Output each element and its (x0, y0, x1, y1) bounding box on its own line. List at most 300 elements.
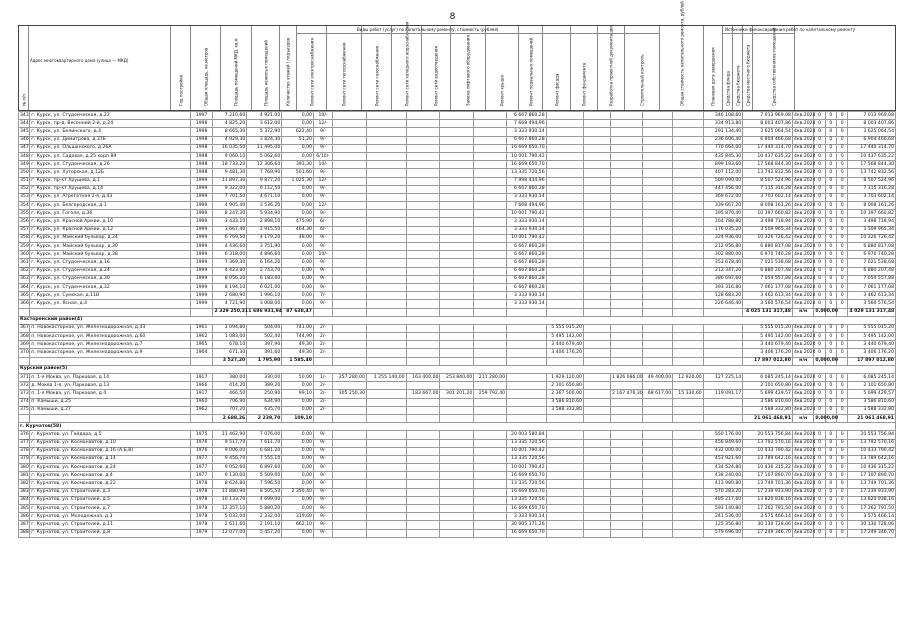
cell-w3 (406, 275, 440, 283)
cell-w2 (367, 496, 407, 504)
cell-n: 352 (19, 185, 30, 193)
cell-y: 1999 (190, 251, 213, 259)
cell-s2: 7 611,70 (247, 439, 282, 447)
cell-w6: 6 667 860,28 (507, 283, 547, 291)
cell-w1 (333, 161, 367, 169)
cell-own: 13 789 642,16 (848, 455, 896, 463)
cell-w1 (333, 455, 367, 463)
cell-w8 (583, 128, 610, 136)
cell-w6: 13 335 720,56 (507, 455, 547, 463)
cell-w1 (333, 136, 367, 144)
header-w8 (519, 26, 543, 110)
cell-f: 9/- (313, 439, 332, 447)
cell-own: 4 029 131 317,48 (848, 308, 896, 316)
cell-w11 (673, 226, 704, 234)
cell-w12 (703, 308, 743, 316)
cell-s3: 475,90 (282, 218, 314, 226)
cell-z3: 0 (837, 382, 848, 390)
table-row (19, 218, 896, 226)
cell-w11 (673, 496, 704, 504)
cell-f: 9/- (313, 431, 332, 439)
cell-p: 4кв.2024 (792, 464, 813, 472)
cell-z1: 0 (814, 455, 825, 463)
cell-w9 (611, 496, 643, 504)
cell-own: 13 742 832,56 (848, 169, 896, 177)
cell-w5 (474, 218, 507, 226)
cell-w12: 413 980,80 (703, 480, 743, 488)
cell-y: 1999 (190, 234, 213, 242)
cell-w1 (333, 521, 367, 529)
cell-z1: 0 (814, 243, 825, 251)
cell-w10 (642, 513, 673, 521)
cell-w7 (546, 472, 583, 480)
cell-f: 9/- (313, 283, 332, 291)
cell-tot: 10 397 660,82 (743, 210, 793, 218)
cell-z3: 0 (837, 529, 848, 537)
cell-z1: 0 (814, 210, 825, 218)
cell-w2: 1 255 140,00 (367, 374, 407, 382)
cell-w1 (333, 414, 367, 422)
cell-z3: 0 (837, 283, 848, 291)
cell-w8 (583, 496, 610, 504)
cell-w3 (406, 136, 440, 144)
cell-w3 (406, 251, 440, 259)
cell-z3: 0 (837, 480, 848, 488)
cell-w11 (673, 120, 704, 128)
cell-w11 (673, 152, 704, 160)
cell-own: 17 249 346,70 (848, 529, 896, 537)
cell-y: 1975 (190, 431, 213, 439)
cell-s3: 2 350,40 (282, 488, 314, 496)
cell-p: н/н (792, 308, 813, 316)
cell-f: 6/- (313, 218, 332, 226)
table-row (19, 169, 896, 177)
cell-s2: 6 021,00 (247, 283, 282, 291)
cell-w10 (642, 455, 673, 463)
cell-tot: 10 326 726,42 (743, 234, 793, 242)
cell-z2: 0 (825, 120, 836, 128)
cell-w3 (406, 120, 440, 128)
cell-w7 (546, 226, 583, 234)
cell-n: 362 (19, 267, 30, 275)
cell-w12 (703, 324, 743, 332)
cell-p: 4кв.2024 (792, 333, 813, 341)
cell-w3 (406, 357, 440, 365)
cell-w7 (546, 218, 583, 226)
cell-z3: 0 (837, 406, 848, 414)
cell-w10 (642, 144, 673, 152)
cell-z1: 0 (814, 521, 825, 529)
cell-w2 (367, 390, 407, 398)
cell-y: 1961 (190, 324, 213, 332)
cell-s2: 634,90 (247, 398, 282, 406)
cell-s2: 635,70 (247, 406, 282, 414)
cell-n: 363 (19, 275, 30, 283)
cell-y: 1997 (190, 112, 213, 120)
cell-tot: 7 054 557,88 (743, 275, 793, 283)
cell-z3: 0 (837, 136, 848, 144)
cell-w12: 212 956,80 (703, 243, 743, 251)
cell-a: г. Курчатов, ул. Космонавтов, д.14 (30, 455, 190, 463)
cell-s1: 11 880,90 (213, 488, 247, 496)
cell-z2: 0 (825, 455, 836, 463)
cell-w11 (673, 202, 704, 210)
cell-f: 2/- (313, 341, 332, 349)
cell-w6: 16 669 650,70 (507, 488, 547, 496)
cell-w12: 386 697,60 (703, 275, 743, 283)
header-label: Ремонт подвальных помещений (528, 37, 533, 106)
cell-n: 358 (19, 234, 30, 242)
cell-w3 (406, 300, 440, 308)
cell-w3 (406, 447, 440, 455)
cell-s2: 5 457,20 (247, 529, 282, 537)
cell-w12: 579 696,00 (703, 529, 743, 537)
cell-w8 (583, 267, 610, 275)
cell-w9 (611, 439, 643, 447)
cell-w9 (611, 382, 643, 390)
cell-s1: 414,20 (213, 382, 247, 390)
cell-w8 (583, 406, 610, 414)
cell-w6 (507, 374, 547, 382)
cell-a: п. Новокасторное, ул. Железнодорожная, д.60 (30, 333, 190, 341)
cell-a: п. Камыши, д.25 (30, 398, 190, 406)
header-label: Средства местного бюджета (745, 44, 750, 106)
cell-z3: 0 (837, 439, 848, 447)
cell-y (190, 414, 213, 422)
cell-own: 5 495 142,00 (848, 333, 896, 341)
cell-f: 2/- (313, 333, 332, 341)
cell-w8 (583, 333, 610, 341)
cell-a: г. Курчатов, ул. Космонавтов, д.4 (30, 472, 190, 480)
cell-w11 (673, 488, 704, 496)
cell-own: 10 397 660,82 (848, 210, 896, 218)
cell-a: г. Курск, ул. Ясная, д.4 (30, 300, 190, 308)
cell-n: 356 (19, 218, 30, 226)
cell-w9 (611, 218, 643, 226)
cell-w8 (583, 152, 610, 160)
cell-s1: 707,20 (213, 406, 247, 414)
cell-w11 (673, 283, 704, 291)
cell-w10 (642, 472, 673, 480)
cell-s1: 8 194,10 (213, 283, 247, 291)
cell-s3: 50,00 (282, 374, 314, 382)
cell-z2: 0 (825, 374, 836, 382)
cell-z3: 0 (837, 398, 848, 406)
cell-w5 (474, 267, 507, 275)
header-label: Средства фонда (725, 71, 730, 106)
cell-z3: 0 (837, 152, 848, 160)
cell-w3 (406, 472, 440, 480)
cell-s3: 48,00 (282, 234, 314, 242)
cell-w10 (642, 300, 673, 308)
cell-n: 386 (19, 513, 30, 521)
cell-w7: 1 929 120,00 (546, 374, 583, 382)
cell-w6 (507, 414, 547, 422)
cell-w3 (406, 218, 440, 226)
cell-s2: 9 877,20 (247, 177, 282, 185)
cell-p: 4кв.2024 (792, 136, 813, 144)
cell-tot: 17 239 933,90 (743, 488, 793, 496)
cell-z1: 0 (814, 431, 825, 439)
cell-p: 4кв.2024 (792, 529, 813, 537)
cell-w3 (406, 414, 440, 422)
cell-n: 344 (19, 120, 30, 128)
cell-w5 (474, 513, 507, 521)
cell-own: 3 462 613,34 (848, 292, 896, 300)
cell-z1: 0 (814, 480, 825, 488)
funding-group-header: Источники финансирования работ по капитальному ремонту (725, 27, 856, 32)
cell-z3: 0 (837, 521, 848, 529)
cell-w9 (611, 161, 643, 169)
cell-w5 (474, 382, 507, 390)
cell-y: 1976 (190, 447, 213, 455)
cell-w10 (642, 169, 673, 177)
cell-y: 1998 (190, 169, 213, 177)
cell-w6: 16 669 650,70 (507, 144, 547, 152)
cell-w12: 346 108,60 (703, 112, 743, 120)
cell-y: 1999 (190, 202, 213, 210)
cell-w8 (583, 251, 610, 259)
header-label: Средства собственников помещений (771, 27, 776, 106)
cell-f: 10/- (313, 251, 332, 259)
cell-f: 9/- (313, 169, 332, 177)
cell-w5 (474, 251, 507, 259)
cell-w4 (440, 308, 474, 316)
cell-z3: 0 (837, 185, 848, 193)
cell-w10 (642, 210, 673, 218)
cell-w3 (406, 439, 440, 447)
cell-w9 (611, 513, 643, 521)
cell-tot: 6 880 817,08 (743, 243, 793, 251)
cell-s3: 0,00 (282, 210, 314, 218)
cell-a: г. Курск, пр-кт Хрущева, д.1 (30, 177, 190, 185)
cell-w7 (546, 275, 583, 283)
cell-a (30, 357, 190, 365)
table-row (19, 120, 896, 128)
cell-p: 4кв.2024 (792, 218, 813, 226)
cell-z1: 0 (814, 283, 825, 291)
cell-w8 (583, 300, 610, 308)
subtotal-row (19, 414, 896, 422)
cell-n (19, 308, 30, 316)
cell-y: 1978 (190, 513, 213, 521)
cell-n: 354 (19, 202, 30, 210)
cell-w12: 128 683,20 (703, 292, 743, 300)
cell-f: 9/- (313, 521, 332, 529)
cell-y: 1999 (190, 177, 213, 185)
cell-w12: 339 667,20 (703, 202, 743, 210)
cell-w2 (367, 455, 407, 463)
cell-z2: 0 (825, 341, 836, 349)
cell-w6: 13 335 720,56 (507, 480, 547, 488)
cell-n: 365 (19, 292, 30, 300)
cell-p: 4кв.2024 (792, 349, 813, 357)
cell-w1 (333, 202, 367, 210)
cell-w12: 241 536,00 (703, 513, 743, 521)
cell-w5: 211 280,00 (474, 374, 507, 382)
cell-w2 (367, 283, 407, 291)
cell-w4 (440, 226, 474, 234)
cell-w6: 16 669 650,70 (507, 505, 547, 513)
cell-a: г. Курск, ул. Студенческая, д.22 (30, 112, 190, 120)
cell-own: 21 061 468,91 (848, 414, 896, 422)
cell-w6 (507, 349, 547, 357)
cell-n: 343 (19, 112, 30, 120)
cell-w2 (367, 185, 407, 193)
cell-s2: 4 699,00 (247, 496, 282, 504)
cell-z3: 0 (837, 349, 848, 357)
cell-w5 (474, 292, 507, 300)
cell-w2 (367, 529, 407, 537)
table-row (19, 251, 896, 259)
cell-w5 (474, 447, 507, 455)
cell-w2 (367, 505, 407, 513)
cell-p: 4кв.2024 (792, 480, 813, 488)
cell-p: 4кв.2024 (792, 496, 813, 504)
cell-z3: 0 (837, 390, 848, 398)
cell-n: 380 (19, 464, 30, 472)
cell-w11 (673, 439, 704, 447)
cell-z2: 0 (825, 259, 836, 267)
cell-tot: 3 575 466,14 (743, 513, 793, 521)
cell-w8 (583, 341, 610, 349)
cell-tot: 10 437 635,22 (743, 152, 793, 160)
cell-w9 (611, 193, 643, 201)
cell-tot: 2 101 650,80 (743, 382, 793, 390)
cell-f: 9/- (313, 472, 332, 480)
cell-w6: 3 333 930,14 (507, 218, 547, 226)
cell-w3: 163 400,00 (406, 374, 440, 382)
header-label: Замена лифтового оборудования (465, 35, 471, 106)
cell-w4 (440, 275, 474, 283)
header-label: Площадь нежилых помещений (263, 40, 268, 106)
cell-z3: 0 (837, 218, 848, 226)
cell-w9 (611, 324, 643, 332)
cell-z3: 0 (837, 464, 848, 472)
table-row (19, 193, 896, 201)
cell-w3 (406, 521, 440, 529)
cell-y: 1979 (190, 529, 213, 537)
cell-tot: 6 880 207,48 (743, 267, 793, 275)
cell-z1: 0,00 (814, 357, 825, 365)
cell-s3: 0,00 (282, 152, 314, 160)
cell-s3: 0,00 (282, 251, 314, 259)
cell-own: 8 003 407,86 (848, 120, 896, 128)
cell-s1: 678,10 (213, 341, 247, 349)
cell-tot: 3 406 176,20 (743, 349, 793, 357)
cell-w2 (367, 447, 407, 455)
cell-f: 9/- (313, 234, 332, 242)
cell-w12: 453 921,60 (703, 455, 743, 463)
cell-z2: 0 (825, 226, 836, 234)
cell-f: 9/- (313, 513, 332, 521)
cell-w12: 302 880,00 (703, 251, 743, 259)
cell-w7 (546, 283, 583, 291)
cell-w1 (333, 382, 367, 390)
cell-w7 (546, 128, 583, 136)
cell-y: 1998 (190, 128, 213, 136)
cell-w10 (642, 349, 673, 357)
cell-z1: 0 (814, 464, 825, 472)
cell-tot: 8 507 524,96 (743, 177, 793, 185)
cell-w7 (546, 414, 583, 422)
cell-p: 4кв.2024 (792, 283, 813, 291)
cell-w12 (703, 357, 743, 365)
cell-w8 (583, 218, 610, 226)
cell-s1: 2 688,26 (213, 414, 247, 422)
cell-z2: 0 (825, 152, 836, 160)
cell-w12 (703, 406, 743, 414)
cell-own: 20 553 756,84 (848, 431, 896, 439)
cell-w9 (611, 292, 643, 300)
table-row (19, 341, 896, 349)
cell-a: г. Курск, ул. Майский бульвар, д.24 (30, 234, 190, 242)
table-row (19, 513, 896, 521)
cell-w12: 226 646,40 (703, 300, 743, 308)
cell-f: 9/- (313, 300, 332, 308)
section-title: Курский район(5) (19, 365, 896, 373)
cell-w1 (333, 259, 367, 267)
cell-w1 (333, 243, 367, 251)
cell-s3: 501,60 (282, 169, 314, 177)
cell-s3: 0,00 (282, 439, 314, 447)
cell-w10 (642, 439, 673, 447)
cell-w9 (611, 283, 643, 291)
cell-a: г. Курск, ул. Студенческая, д.26 (30, 161, 190, 169)
cell-w4 (440, 398, 474, 406)
cell-a: г. Курск, ул. Белгородская, д.1 (30, 202, 190, 210)
header-label: Площадь помещений МКД, кв.м (233, 38, 239, 106)
cell-own: 10 433 790,42 (848, 447, 896, 455)
cell-own: 3 586 810,60 (848, 398, 896, 406)
cell-w4 (440, 267, 474, 275)
cell-z3: 0 (837, 447, 848, 455)
cell-w2 (367, 234, 407, 242)
cell-a: г. Курск, ул. Студенческая, д.16 (30, 259, 190, 267)
cell-y: 1999 (190, 283, 213, 291)
cell-p: 4кв.2024 (792, 382, 813, 390)
cell-n: 374 (19, 398, 30, 406)
cell-w12: 438 240,00 (703, 472, 743, 480)
cell-z1: 0 (814, 169, 825, 177)
cell-own: 3 509 965,34 (848, 226, 896, 234)
cell-w1 (333, 464, 367, 472)
cell-w1 (333, 218, 367, 226)
cell-s2: 1 996,10 (247, 292, 282, 300)
cell-y: 1999 (190, 193, 213, 201)
cell-w4: 301 201,20 (440, 390, 474, 398)
header-f (280, 26, 297, 110)
cell-w1 (333, 177, 367, 185)
cell-w11 (673, 161, 704, 169)
cell-w2 (367, 472, 407, 480)
cell-w8 (583, 521, 610, 529)
cell-w6: 10 001 790,42 (507, 210, 547, 218)
cell-w11 (673, 193, 704, 201)
cell-w4 (440, 292, 474, 300)
cell-s2: 2 743,70 (247, 267, 282, 275)
cell-p: 4кв.2024 (792, 120, 813, 128)
header-w11 (598, 26, 625, 110)
cell-z2: 0 (825, 128, 836, 136)
cell-w4 (440, 128, 474, 136)
cell-w11 (673, 300, 704, 308)
table-row (19, 480, 896, 488)
cell-n: 381 (19, 472, 30, 480)
cell-own: 3 703 602,14 (848, 193, 896, 201)
cell-w12: 353 678,40 (703, 259, 743, 267)
cell-p: 4кв.2024 (792, 341, 813, 349)
